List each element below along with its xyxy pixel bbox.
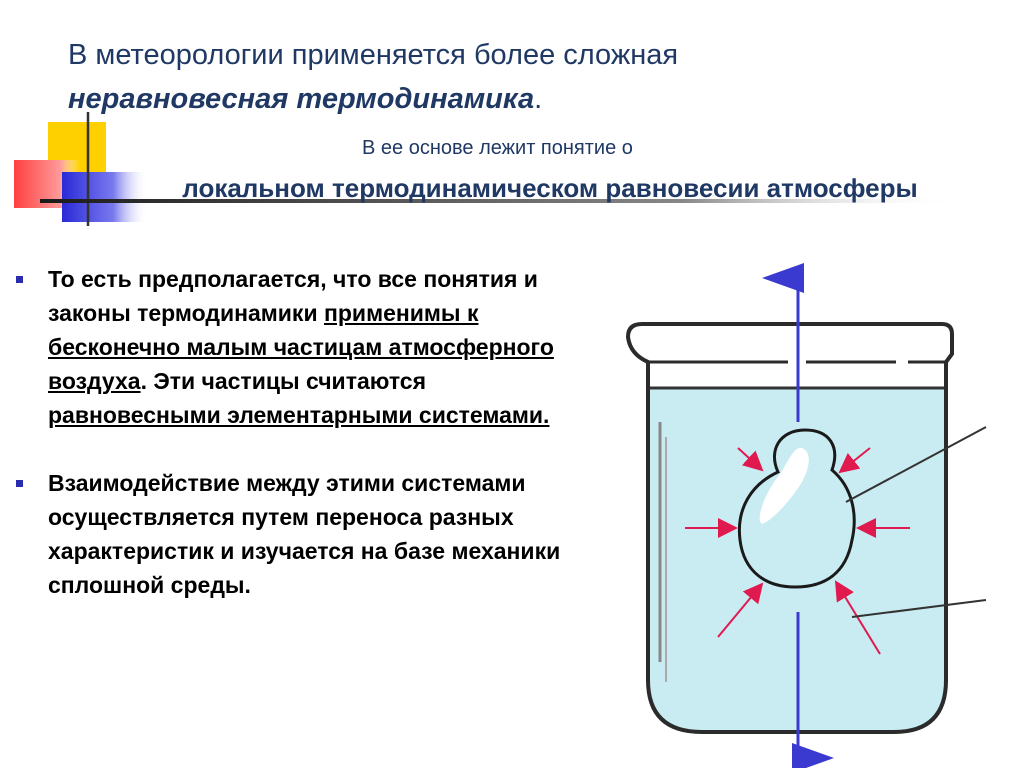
bullet-item-1 bbox=[16, 262, 576, 432]
title-emphasis: неравновесная термодинамика bbox=[68, 83, 535, 115]
bullet-list bbox=[16, 262, 576, 602]
blue-square bbox=[62, 172, 148, 222]
bullet-item-2 bbox=[16, 466, 576, 602]
bullet-1-text-b: . Эти частицы считаются bbox=[140, 368, 426, 394]
title-line-2 bbox=[68, 82, 542, 116]
subtitle-intro: В ее основе лежит понятие о bbox=[362, 137, 633, 159]
bullet-2-text: Взаимодействие между этими системами осуществляется путем переноса разных характеристик и изучается на базе механики сплошной среды. bbox=[48, 470, 561, 598]
subtitle-concept: локальном термодинамическом равновесии атмосферы bbox=[182, 173, 918, 203]
title-period: . bbox=[534, 83, 543, 115]
bullet-marker-icon bbox=[16, 276, 23, 283]
bullet-1-text-a: То есть предполагается, что все понятия и законы термодинамики bbox=[48, 266, 538, 326]
bullet-1-underline-b: равновесными элементарными системами. bbox=[48, 402, 550, 428]
title-line-1: В метеорологии применяется более сложная bbox=[68, 39, 679, 71]
bullet-marker-icon bbox=[16, 480, 23, 487]
beaker-diagram bbox=[590, 262, 990, 768]
bullet-1-underline-a: применимы к бесконечно малым частицам атмосферного воздуха bbox=[48, 300, 554, 394]
